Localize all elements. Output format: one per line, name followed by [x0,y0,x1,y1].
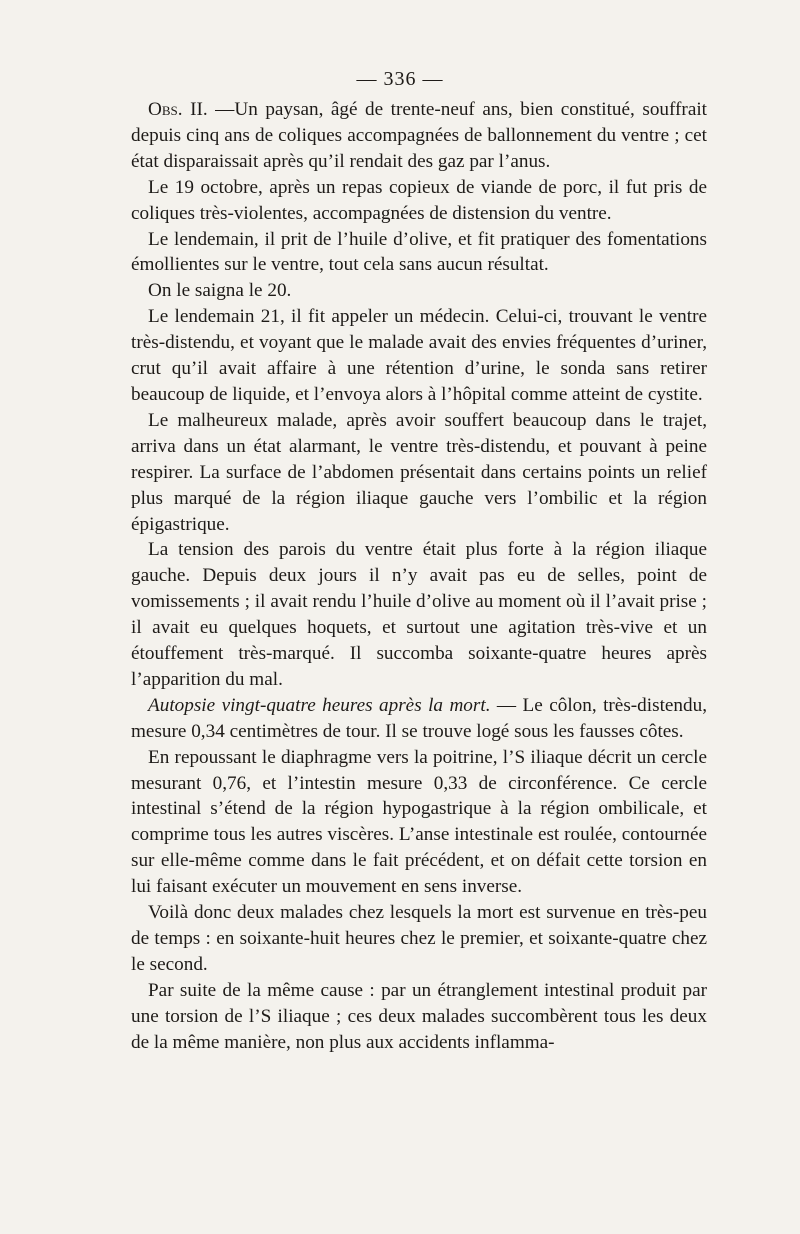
paragraph-obs-ii [131,97,707,175]
paragraph: Le 19 octobre, après un repas copieux de viande de porc, il fut pris de coliques très-violentes, accompagnées de distension du ventre. [131,176,707,224]
paragraph-autopsie [131,693,707,745]
paragraph: Par suite de la même cause : par un étranglement intestinal produit par une torsion de l’S iliaque ; ces deux malades succombèrent tous les deux de la même manière, non plus aux accidents inflamma- [131,979,707,1053]
observation-label: Obs. II. [148,99,208,120]
paragraph: En repoussant le diaphragme vers la poitrine, l’S iliaque décrit un cercle mesurant 0,76, et l’intestin mesure 0,33 de circonférence. Ce cercle intestinal s’étend de la région hypogastrique à la région ombilicale, et comprime tous les autres viscères. L’anse intestinale est roulée, contournée sur elle-même comme dans le fait précédent, et on défait cette torsion en lui faisant exécuter un mouvement en sens inverse. [131,746,707,898]
autopsy-heading: Autopsie vingt-quatre heures après la mort. [148,694,491,716]
paragraph: On le saigna le 20. [148,280,292,302]
paragraph: La tension des parois du ventre était plus forte à la région iliaque gauche. Depuis deux jours il n’y avait pas eu de selles, point de vomissements ; il avait rendu l’huile d’olive au moment où il l’avait prise ; il avait eu quelques hoquets, et surtout une agitation très-vive et un étouffement très-marqué. Il succomba soixante-quatre heures après l’apparition du mal. [131,539,707,690]
paragraph-text: — Le côlon, très-distendu, mesure 0,34 centimètres de tour. Il se trouve logé sous les fausses côtes. [131,694,707,742]
paragraph-text: —Un paysan, âgé de trente-neuf ans, bien constitué, souffrait depuis cinq ans de coliques accompagnées de ballonnement du ventre ; cet état disparaissait après qu’il rendait des gaz par l’anus. [131,99,708,172]
body-text [131,97,707,1056]
paragraph: Le lendemain 21, il fit appeler un médecin. Celui-ci, trouvant le ventre très-distendu, et voyant que le malade avait des envies fréquentes d’uriner, crut qu’il avait affaire à une rétention d’urine, le sonda sans retirer beaucoup de liquide, et l’envoya alors à l’hôpital comme atteint de cystite. [131,306,707,405]
page-number: — 336 — [356,68,444,90]
paragraph: Voilà donc deux malades chez lesquels la mort est survenue en très-peu de temps : en soixante-huit heures chez le premier, et soixante-quatre chez le second. [131,902,707,975]
paragraph: Le lendemain, il prit de l’huile d’olive, et fit pratiquer des fomentations émollientes sur le ventre, tout cela sans aucun résultat. [131,228,707,276]
paragraph: Le malheureux malade, après avoir souffert beaucoup dans le trajet, arriva dans un état alarmant, le ventre très-distendu, et pouvant à peine respirer. La surface de l’abdomen présentait dans certains points un relief plus marqué de la région iliaque gauche vers l’ombilic et la région épigastrique. [131,409,707,535]
